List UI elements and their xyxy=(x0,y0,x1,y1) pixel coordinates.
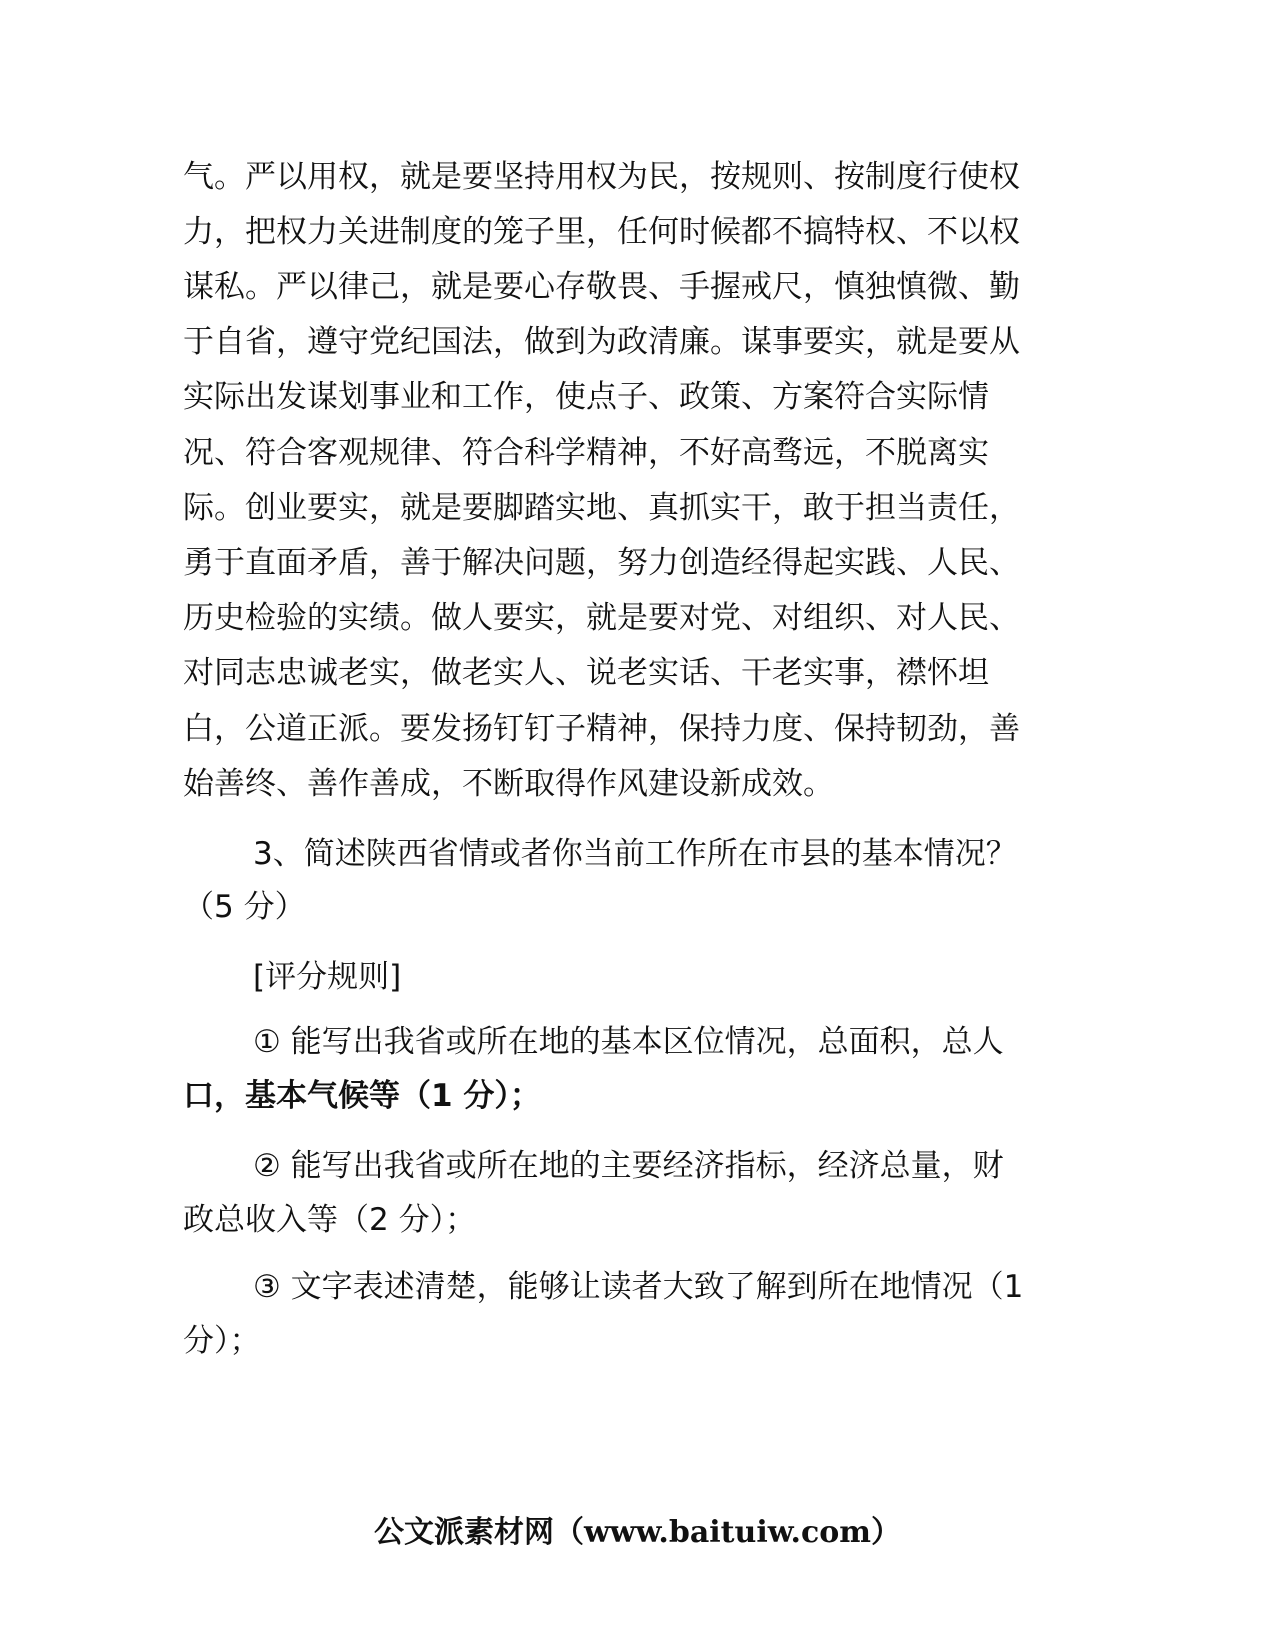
body-line-3: 谋私。严以律己，就是要心存敬畏、手握戒尺，慎独慎微、勤 xyxy=(183,269,1020,305)
rule-2: ② 能写出我省或所在地的主要经济指标，经济总量，财 xyxy=(253,1148,1004,1184)
body-line-9: 历史检验的实绩。做人要实，就是要对党、对组织、对人民、 xyxy=(183,600,1020,636)
body-line-7: 际。创业要实，就是要脚踏实地、真抓实干，敢于担当责任， xyxy=(183,490,1020,526)
body-line-8: 勇于直面矛盾，善于解决问题，努力创造经得起实践、人民、 xyxy=(183,545,1020,581)
rules-heading: [评分规则] xyxy=(253,959,402,995)
footer-watermark-text: 公文派素材网（www.baituiw.com） xyxy=(373,1515,902,1550)
body-line-4: 于自省，遵守党纪国法，做到为政清廉。谋事要实，就是要从 xyxy=(183,324,1020,360)
rule-1-continued: 口，基本气候等（1 分）； xyxy=(183,1078,541,1114)
body-line-5: 实际出发谋划事业和工作，使点子、政策、方案符合实际情 xyxy=(183,379,989,415)
rule-2-continued: 政总收入等（2 分）； xyxy=(183,1202,477,1238)
body-line-2: 力，把权力关进制度的笼子里，任何时候都不搞特权、不以权 xyxy=(183,214,1020,250)
rule-3-continued: 分）； xyxy=(183,1323,261,1359)
body-line-10: 对同志忠诚老实，做老实人、说老实话、干老实事，襟怀坦 xyxy=(183,655,989,691)
question-3: 3、简述陕西省情或者你当前工作所在市县的基本情况？ xyxy=(253,836,1017,872)
body-line-12: 始善终、善作善成，不断取得作风建设新成效。 xyxy=(183,766,834,802)
body-line-6: 况、符合客观规律、符合科学精神，不好高骛远，不脱离实 xyxy=(183,435,989,471)
question-3-points: （5 分） xyxy=(183,889,306,925)
body-line-11: 白，公道正派。要发扬钉钉子精神，保持力度、保持韧劲，善 xyxy=(183,711,1020,747)
body-line-1: 气。严以用权，就是要坚持用权为民，按规则、按制度行使权 xyxy=(183,159,1020,195)
rule-3: ③ 文字表述清楚，能够让读者大致了解到所在地情况（1 xyxy=(253,1269,1024,1305)
rule-1: ① 能写出我省或所在地的基本区位情况，总面积，总人 xyxy=(253,1024,1004,1060)
